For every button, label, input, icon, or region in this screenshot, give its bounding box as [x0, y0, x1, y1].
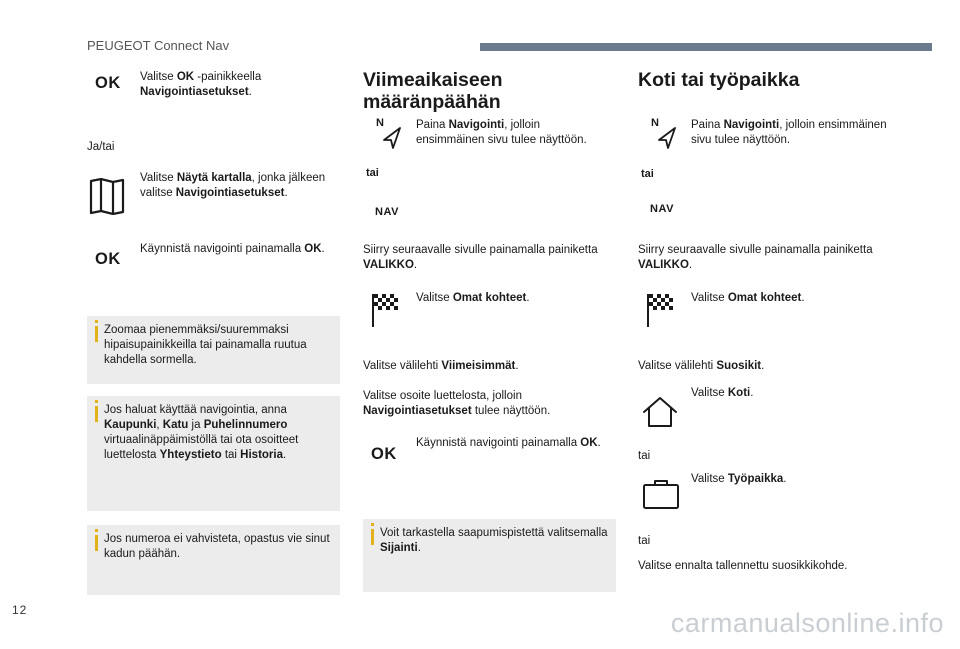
- ok-button-icon: OK: [95, 250, 121, 268]
- nav-letter: N: [651, 117, 659, 129]
- col2-para3: Valitse osoite luettelosta, jolloin Navigointiasetukset tulee näyttöön.: [363, 390, 551, 417]
- watermark: carmanualsonline.info: [670, 608, 944, 638]
- section-title-home-work: Koti tai työpaikka: [638, 69, 800, 91]
- header-rule: [480, 43, 932, 51]
- ok-button-icon: OK: [95, 74, 121, 92]
- note-text: Jos numeroa ei vahvisteta, opastus vie sinut kadun päähän.: [104, 533, 330, 560]
- col1-step3: Käynnistä navigointi painamalla OK.: [140, 243, 325, 255]
- nav-button-icon: NAV: [375, 206, 399, 218]
- page-number: 12: [12, 603, 28, 617]
- info-icon: [95, 406, 98, 422]
- col3-tai: tai: [641, 168, 654, 180]
- info-icon: [95, 535, 98, 551]
- col2-para2: Valitse välilehti Viimeisimmät.: [363, 360, 519, 372]
- manual-header-title: PEUGEOT Connect Nav: [87, 38, 230, 53]
- col3-tai-2: tai: [638, 450, 651, 462]
- section-title-recent: Viimeaikaiseen määränpäähän: [363, 69, 503, 113]
- note-text: Zoomaa pienemmäksi/suuremmaksi hipaisupainikkeilla tai painamalla ruutua kahdella sormella.: [104, 324, 307, 366]
- note-text: Jos haluat käyttää navigointia, anna Kaupunki, Katu ja Puhelinnumero virtuaalinäppäimistöllä tai ota osoitteet luettelosta Yhteystieto tai Historia.: [104, 404, 299, 461]
- col1-step1: Valitse OK -painikkeella Navigointiasetukset.: [140, 71, 262, 98]
- col1-ja-tai: Ja/tai: [87, 141, 115, 153]
- col2-para1: Siirry seuraavalle sivulle painamalla painiketta VALIKKO.: [363, 244, 598, 271]
- briefcase-icon: [642, 478, 680, 510]
- col3-tai-3: tai: [638, 535, 651, 547]
- navigation-icon: [651, 117, 679, 151]
- nav-button-icon: NAV: [650, 203, 674, 215]
- home-icon: [641, 396, 679, 428]
- info-note-zoom: [87, 316, 340, 384]
- ok-button-icon: OK: [371, 445, 397, 463]
- col3-step1: Paina Navigointi, jolloin ensimmäinen sivu tulee näyttöön.: [691, 119, 887, 146]
- info-note-arrival: [363, 519, 616, 592]
- navigation-icon: [376, 117, 404, 151]
- col2-step1: Paina Navigointi, jolloin ensimmäinen sivu tulee näyttöön.: [416, 119, 587, 146]
- info-note-number: [87, 525, 340, 595]
- col1-step2: Valitse Näytä kartalla, jonka jälkeen valitse Navigointiasetukset.: [140, 172, 326, 199]
- col2-step2: Valitse Omat kohteet.: [416, 292, 530, 304]
- checkered-flag-icon: [370, 292, 400, 328]
- checkered-flag-icon: [645, 292, 675, 328]
- info-icon: [371, 529, 374, 545]
- col2-step3: Käynnistä navigointi painamalla OK.: [416, 437, 601, 449]
- col3-para2: Valitse välilehti Suosikit.: [638, 360, 765, 372]
- col3-step2: Valitse Omat kohteet.: [691, 292, 805, 304]
- col3-step4: Valitse Työpaikka.: [691, 473, 787, 485]
- note-text: Voit tarkastella saapumispistettä valitsemalla Sijainti.: [380, 527, 608, 554]
- col3-last: Valitse ennalta tallennettu suosikkikohde.: [638, 560, 848, 572]
- info-note-address: [87, 396, 340, 511]
- map-book-icon: [89, 178, 125, 215]
- info-icon: [95, 326, 98, 342]
- col3-step3: Valitse Koti.: [691, 387, 754, 399]
- col3-para1: Siirry seuraavalle sivulle painamalla painiketta VALIKKO.: [638, 244, 873, 271]
- col2-tai: tai: [366, 167, 379, 179]
- nav-letter: N: [376, 117, 384, 129]
